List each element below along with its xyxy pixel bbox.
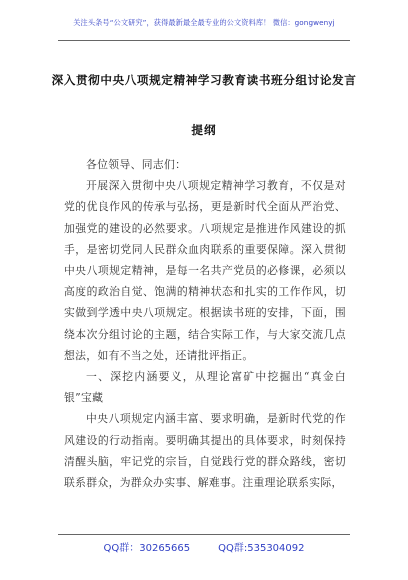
footer: [0, 539, 408, 554]
header-note: 关注头条号“公文研究”，获得最新最全最专业的公文资料库！ 微信：gongwenyj: [73, 18, 335, 27]
paragraph: 开展深入贯彻中央八项规定精神学习教育，不仅是对党的优良作风的传承与弘扬，更是新时代全面从严治党、加强党的建设的必然要求。八项规定是推进作风建设的抓手，是密切党同人民群众血肉联系的重要保障。深入贯彻中央八项规定精神，是每一名共产党员的必修课，必须以高度的政治自觉、饱满的精神状态和扎实的工作作风，切实做到学透中央八项规定。根据读书班的安排，下面，围绕本次分组讨论的主题，结合实际工作，与大家交流几点想法，如有不当之处，还请批评指正。: [64, 179, 346, 362]
header-divider: [58, 40, 350, 41]
paragraph: 中央八项规定内涵丰富、要求明确，是新时代党的作风建设的行动指南。要明确其提出的具体要求，时刻保持清醒头脑，牢记党的宗旨，自觉践行党的群众路线，密切联系群众，为群众办实事、解难事。注重理论联系实际，: [64, 412, 346, 490]
document-subtitle: 提纲: [191, 123, 217, 137]
footer-qq-group-1: QQ群：30265665: [103, 543, 191, 554]
salutation: 各位领导、同志们：: [86, 158, 187, 171]
footer-qq-group-2: QQ群:535304092: [218, 543, 305, 554]
footer-divider: [58, 534, 350, 535]
section-heading: 一、深挖内涵要义，从理论富矿中挖掘出“真金白银”宝藏: [64, 370, 346, 405]
document-body: [64, 154, 346, 493]
document-title: 深入贯彻中央八项规定精神学习教育读书班分组讨论发言: [51, 73, 357, 87]
